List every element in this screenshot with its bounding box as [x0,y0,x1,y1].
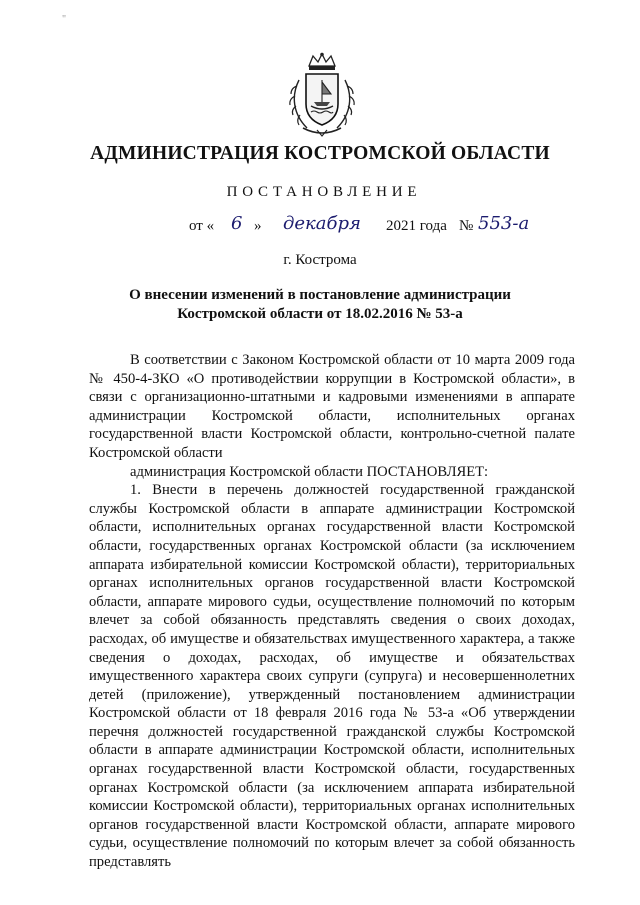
date-day-handwritten: 6 [231,213,243,234]
corner-mark: " [62,14,67,25]
coat-of-arms-emblem [287,52,357,138]
subject-line-2: Костромской области от 18.02.2016 № 53-а [177,306,463,322]
date-year: 2021 года [386,218,447,234]
date-month-handwritten: декабря [283,213,361,234]
item-1-paragraph: 1. Внести в перечень должностей государственной гражданской службы Костромской области в аппарате администрации Костромской области, исполнительных органах государственной власти Костромской области, государственных органах Костромской области (за исключением аппарата избирательной комиссии Костромской области), территориальных органах исполнительных органов государственной власти Костромской области, аппарате мирового судьи, осуществление полномочий по которым влечет за собой обязанность представлять сведения о своих доходах, расходах, об имуществе и обязательствах имущественного характера, а также сведения о доходах, расходах, об имуществе и обязательствах имущественного характера своих супруги (супруга) и несовершеннолетних детей (приложение), утвержденный постановлением администрации Костромской области от 18 февраля 2016 года № 53-а «Об утверждении перечня должностей государственной гражданской службы Костромской области в аппарате администрации Костромской области, исполнительных органах государственной власти Костромской области, государственных органах Костромской области (за исключением аппарата избирательной комиссии Костромской области), территориальных органах исполнительных органов государственной власти Костромской области, аппарате мирового судьи, осуществление полномочий по которым влечет за собой обязанность представлять [89,482,575,871]
subject-heading [80,286,560,324]
date-prefix: от « [189,218,215,234]
document-body [89,351,575,872]
number-label: № [459,218,474,234]
resolves-paragraph: администрация Костромской области ПОСТАНОВЛЯЕТ: [130,463,489,480]
city-line: г. Кострома [283,252,357,268]
organization-title: АДМИНИСТРАЦИЯ КОСТРОМСКОЙ ОБЛАСТИ [90,143,550,164]
date-mid: » [254,218,262,234]
date-number-line [0,213,640,241]
number-value-handwritten: 553-а [478,213,530,234]
subject-line-1: О внесении изменений в постановление администрации [129,287,511,303]
preamble-paragraph: В соответствии с Законом Костромской области от 10 марта 2009 года № 450-4-ЗКО «О противодействии коррупции в Костромской области», в связи с организационно-штатными и кадровыми изменениями в аппарате администрации Костромской области, исполнительных органах государственной власти Костромской области, контрольно-счетной палате Костромской области [89,352,575,461]
document-type: ПОСТАНОВЛЕНИЕ [226,184,422,200]
